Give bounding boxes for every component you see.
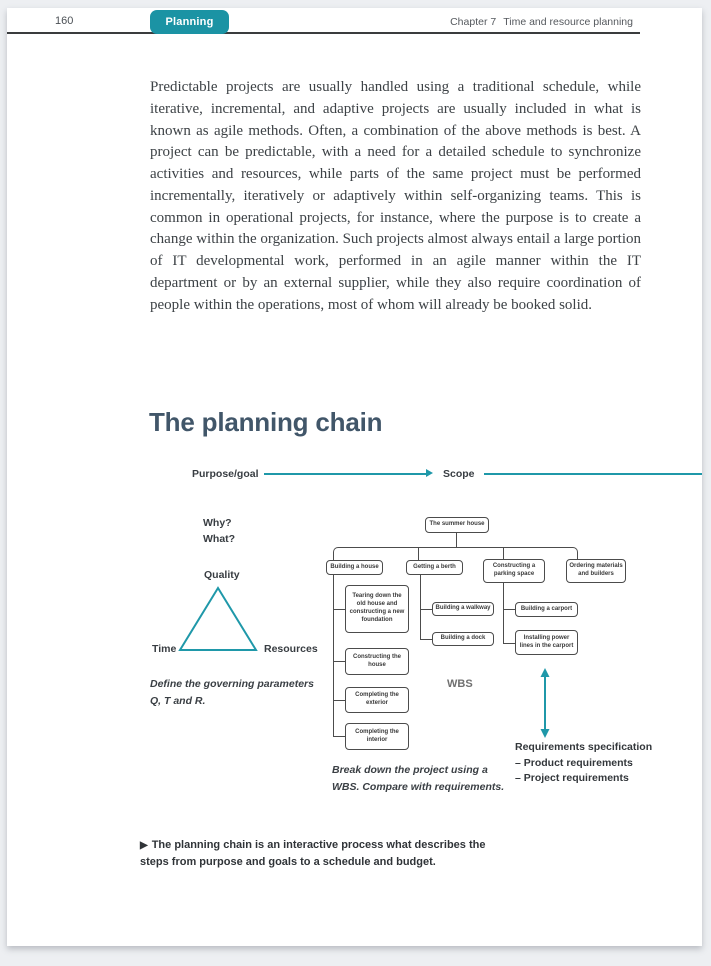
running-head: [450, 16, 633, 28]
wbs-stub: [503, 609, 515, 610]
question-why: Why?: [203, 517, 232, 529]
triangle-caption-line2: Q, T and R.: [150, 694, 206, 707]
wbs-spine-building: [333, 575, 334, 736]
chapter-label: Chapter 7: [450, 16, 497, 28]
wbs-stub: [333, 609, 345, 610]
quality-time-resources-triangle: [176, 583, 260, 655]
requirements-title: Requirements specification: [515, 741, 653, 753]
wbs-branch-box: Constructing a parking space: [483, 559, 545, 583]
wbs-stub: [420, 609, 432, 610]
flow-continuation-line: [484, 473, 702, 475]
wbs-spine-berth: [420, 575, 421, 639]
wbs-child-box: Building a carport: [515, 602, 578, 617]
wbs-child-box: Tearing down the old house and constructing a new foundation: [345, 585, 409, 633]
requirements-item: – Project requirements: [515, 772, 629, 784]
wbs-child-box: Constructing the house: [345, 648, 409, 675]
caption-arrow-icon: ▶: [140, 840, 148, 851]
wbs-caption-line2: WBS. Compare with requirements.: [332, 781, 505, 793]
triangle-resources-label: Resources: [264, 643, 318, 655]
wbs-branch-box: Getting a berth: [406, 560, 463, 575]
chapter-title: Time and resource planning: [503, 16, 633, 28]
wbs-stub: [503, 643, 515, 644]
wbs-caption: [332, 762, 504, 796]
section-badge: [150, 10, 229, 34]
wbs-root-box: The summer house: [425, 517, 489, 533]
wbs-stub: [333, 661, 345, 662]
double-arrow-icon: [538, 667, 552, 739]
wbs-root-connector: [456, 533, 457, 547]
wbs-stub: [420, 639, 432, 640]
wbs-branch-box: Building a house: [326, 560, 383, 575]
flow-step-purpose: Purpose/goal: [192, 468, 259, 480]
right-arrow-icon: [426, 469, 433, 477]
triangle-quality-label: Quality: [204, 569, 240, 581]
question-what: What?: [203, 533, 236, 545]
wbs-stub: [333, 736, 345, 737]
body-paragraph: Predictable projects are usually handled using a traditional schedule, while iterative, incremental, and adaptive projects are usually included in what is known as agile methods. Often, a combination of the above methods is best. A project can be predictable, with a need for a detailed schedule to synchronize activities and resources, while parts of the same project must be performed incrementally, iteratively or adaptively within self-organizing teams. This is common in operational projects, for instance, where the purpose is to create a change within the organization. Such projects almost always entail a large portion of IT developmental work, performed in an agile manner within the IT department or by an external supplier, while they also require coordination of people within the operations, most of whom will already be booked solid.: [150, 79, 641, 313]
wbs-stub: [333, 700, 345, 701]
flow-step-scope: Scope: [443, 468, 475, 480]
wbs-drop-berth: [418, 547, 419, 560]
figure-caption-text: The planning chain is an interactive process what describes the steps from purpose and goals to a schedule and budget.: [140, 839, 486, 868]
wbs-child-box: Building a dock: [432, 632, 494, 646]
book-page: [7, 8, 702, 946]
wbs-child-box: Completing the interior: [345, 723, 409, 750]
wbs-branch-box: Ordering materials and builders: [566, 559, 626, 583]
wbs-caption-line1: Break down the project using a: [332, 764, 488, 776]
flow-arrow-line: [264, 473, 426, 475]
triangle-time-label: Time: [152, 643, 177, 655]
wbs-child-box: Building a walkway: [432, 602, 494, 616]
section-heading: The planning chain: [149, 407, 383, 437]
section-badge-label: Planning: [165, 16, 214, 28]
wbs-child-box: Completing the exterior: [345, 687, 409, 713]
triangle-caption: [150, 676, 314, 709]
wbs-spine-parking: [503, 583, 504, 643]
wbs-label: WBS: [447, 678, 473, 690]
figure-caption: [140, 837, 492, 871]
wbs-child-box: Installing power lines in the carport: [515, 630, 578, 655]
triangle-caption-line1: Define the governing parameters: [150, 678, 314, 690]
header-rule: [7, 32, 640, 34]
requirements-item: – Product requirements: [515, 756, 633, 769]
requirements-block: [515, 740, 652, 787]
page-number: 160: [55, 15, 74, 27]
